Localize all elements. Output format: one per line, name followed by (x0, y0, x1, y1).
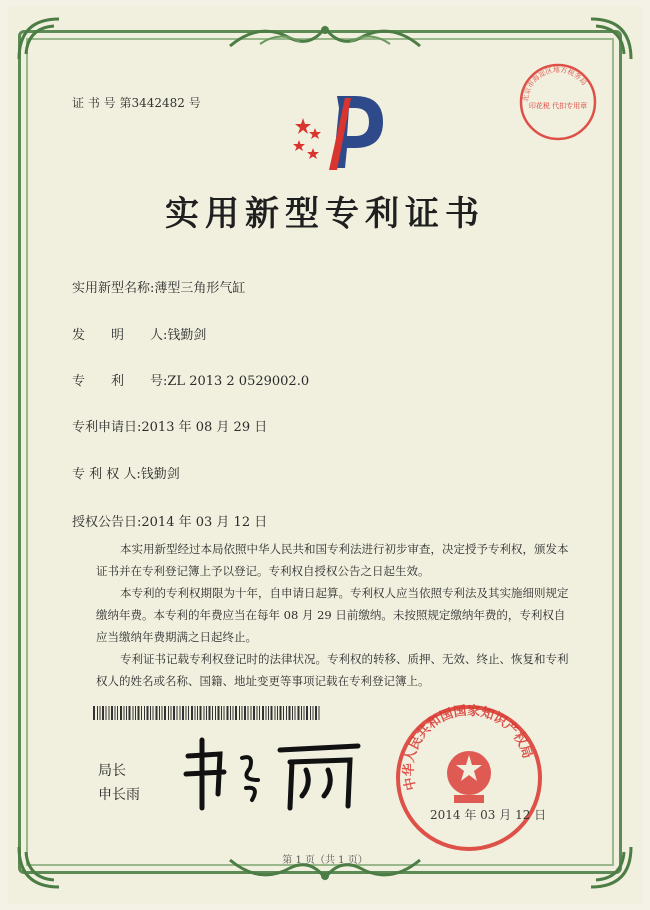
page-footer: 第 1 页（共 1 页） (282, 855, 368, 866)
corner-ornament-icon (14, 14, 64, 64)
field-label: 专 利 权 人: (72, 467, 141, 482)
field-label: 专利申请日: (72, 420, 142, 435)
field-grant-date (72, 511, 267, 530)
field-label: 授权公告日: (72, 515, 142, 530)
tax-stamp-seal (518, 62, 598, 142)
body-paragraph-2: 本专利的专利权期限为十年，自申请日起算。专利权人应当依照专利法及其实施细则规定缴纳年费。本专利的年费应当在每年 08 月 29 日前缴纳。未按照规定缴纳年费的，专利权自应当缴纳年费期满之日起终止。 (96, 586, 569, 644)
body-paragraph-3: 专利证书记载专利权登记时的法律状况。专利权的转移、质押、无效、终止、恢复和专利权人的姓名或名称、国籍、地址变更等事项记载在专利登记簿上。 (96, 652, 569, 688)
official-seal (394, 703, 547, 853)
field-patentee (72, 463, 180, 482)
tax-seal-arc-text: 北京市海淀区地方税务局 (521, 65, 589, 103)
signature-role: 局长 (98, 763, 126, 779)
field-value: 钱勤剑 (140, 467, 180, 482)
tax-seal-inner-text: 印花税 代扣专用章 (528, 102, 588, 110)
seal-date: 2014 年 03 月 12 日 (430, 808, 547, 822)
field-utility-model-name (72, 277, 245, 296)
seal-arc-text: 中华人民共和国国家知识产权局 (401, 703, 535, 792)
corner-ornament-icon (586, 842, 636, 892)
signature-printed-name: 申长雨 (98, 787, 140, 803)
field-value: 钱勤剑 (167, 328, 207, 343)
field-patent-number (72, 370, 309, 389)
corner-ornament-icon (586, 14, 636, 64)
field-filing-date (72, 416, 267, 435)
field-label: 发 明 人: (72, 328, 168, 343)
certificate-title: 实用新型专利证书 (165, 194, 485, 234)
field-value: 2013 年 08 月 29 日 (141, 420, 268, 435)
top-ornament-icon (220, 16, 430, 56)
field-value: ZL 2013 2 0529002.0 (167, 374, 310, 389)
handwritten-signature (180, 736, 370, 812)
field-value: 薄型三角形气缸 (154, 281, 246, 296)
field-inventor (72, 324, 206, 343)
field-value: 2014 年 03 月 12 日 (141, 515, 268, 530)
field-label: 实用新型名称: (72, 281, 155, 296)
body-paragraph-1: 本实用新型经过本局依照中华人民共和国专利法进行初步审查，决定授予专利权，颁发本证书并在专利登记簿上予以登记。专利权自授权公告之日起生效。 (96, 542, 569, 578)
certificate-number: 证 书 号 第3442482 号 (72, 96, 201, 110)
field-label: 专 利 号: (72, 374, 168, 389)
patent-office-logo (285, 88, 395, 174)
corner-ornament-icon (14, 842, 64, 892)
barcode (93, 706, 323, 720)
